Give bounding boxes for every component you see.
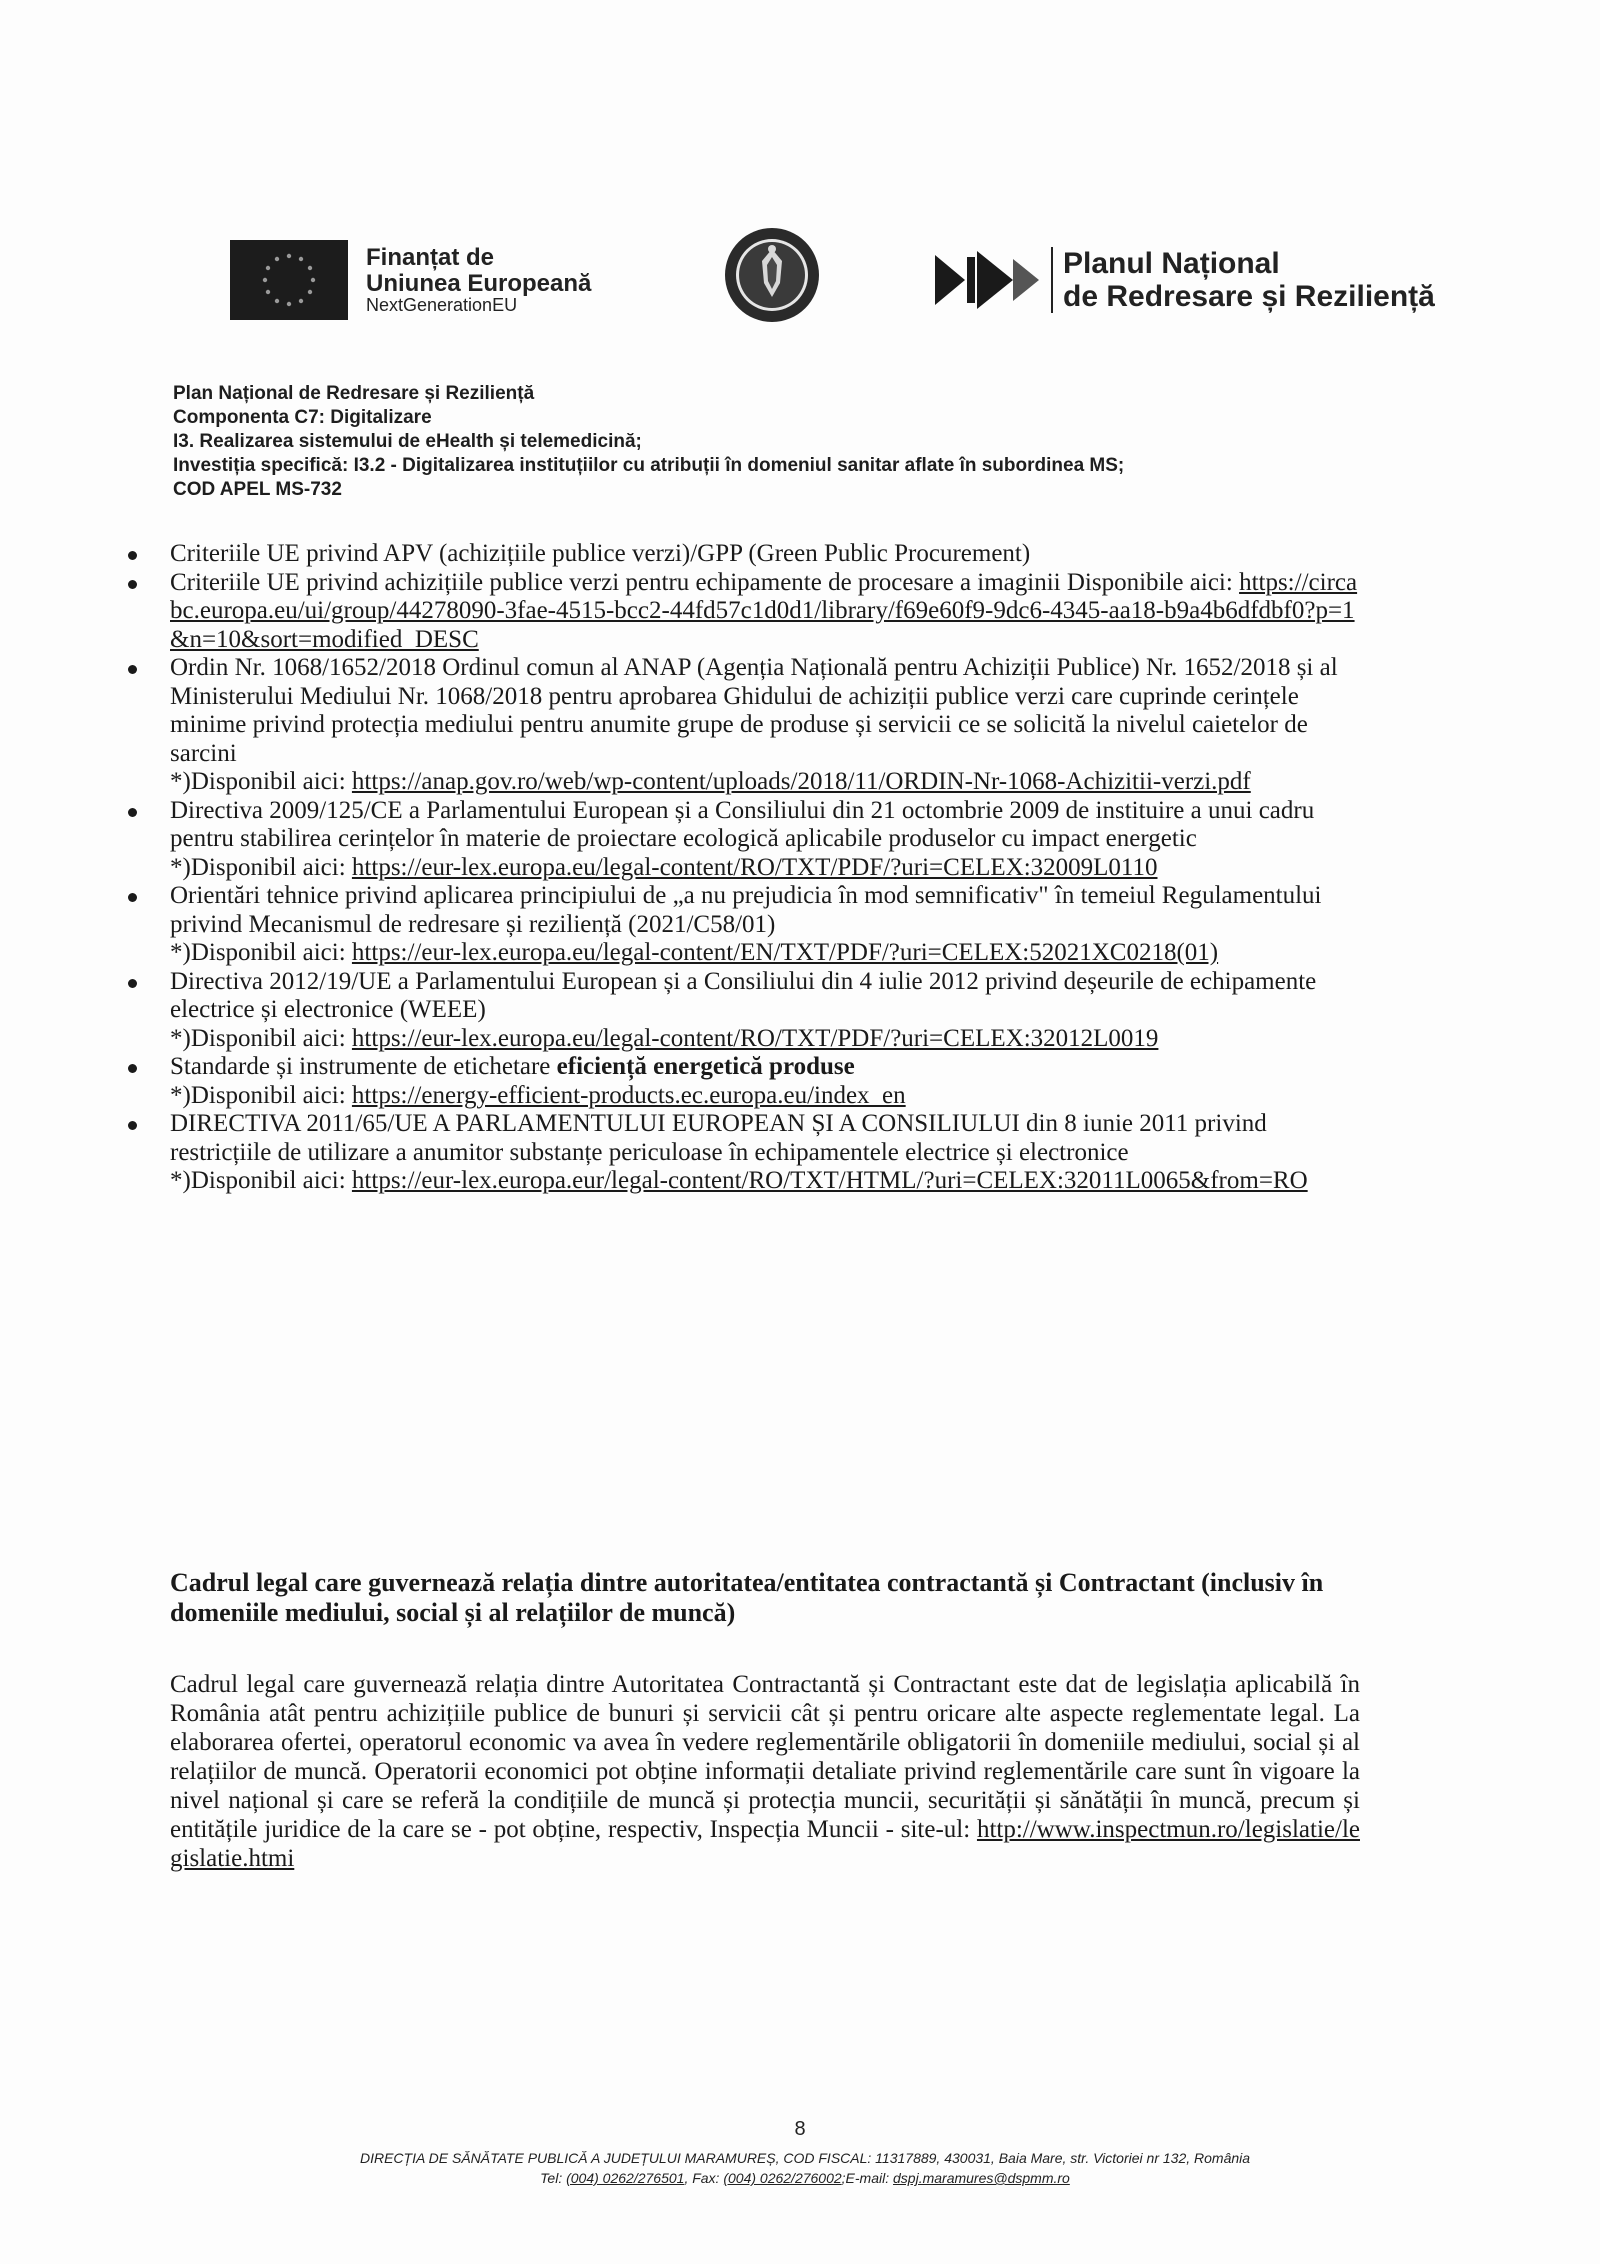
project-line3: I3. Realizarea sistemului de eHealth și telemedicină; bbox=[173, 431, 642, 452]
reference-link[interactable]: https://eur-lex.europa.eur/legal-content/RO/TXT/HTML/?uri=CELEX:32011L0065&from=RO bbox=[351, 1167, 1308, 1194]
references-list bbox=[170, 540, 1360, 1196]
availability-label: *)Disponibil aici: bbox=[170, 1081, 352, 1109]
footer-tel: (004) 0262/276501 bbox=[566, 2170, 685, 2186]
list-item bbox=[170, 540, 1360, 569]
pnrr-logo bbox=[935, 247, 1435, 313]
eu-flag-icon bbox=[230, 240, 348, 320]
list-item bbox=[170, 968, 1360, 1054]
reference-link[interactable]: https://eur-lex.europa.eu/legal-content/EN/TXT/PDF/?uri=CELEX:52021XC0218(01) bbox=[351, 939, 1219, 966]
eu-line2: Uniunea Europeană bbox=[366, 269, 592, 297]
list-item-text: Criteriile UE privind achizițiile publice verzi pentru echipamente de procesare a imaginii Disponibile aici: bbox=[170, 568, 1240, 596]
list-item-text: Directiva 2009/125/CE a Parlamentului European și a Consiliului din 21 octombrie 2009 de instituire a unui cadru pentru stabilirea cerințelor în materie de proiectare ecologică aplicabile produselor cu impact energetic bbox=[170, 796, 1315, 852]
romanian-government-seal-icon bbox=[722, 225, 822, 325]
availability-line bbox=[170, 854, 1360, 883]
footer-fax: (004) 0262/276002 bbox=[723, 2170, 842, 2186]
availability-label: *)Disponibil aici: bbox=[170, 853, 352, 881]
pnrr-text bbox=[1051, 247, 1435, 313]
bullet-icon bbox=[128, 1121, 137, 1130]
page-footer bbox=[240, 2148, 1370, 2188]
availability-label: *)Disponibil aici: bbox=[170, 1024, 352, 1052]
project-header bbox=[173, 382, 1124, 502]
footer-email-label: ;E-mail: bbox=[841, 2170, 894, 2186]
footer-tel-label: Tel: bbox=[540, 2170, 567, 2186]
list-item bbox=[170, 569, 1360, 655]
section-body-text: Cadrul legal care guvernează relația dintre Autoritatea Contractantă și Contractant este dat de legislația aplicabilă în România atât pentru achizițiile publice de bunuri și servicii cât și pentru oricare alte aspecte reglementate legal. La elaborarea ofertei, operatorul economic va avea în vedere reglementările obligatorii în domeniile mediului, social și al relațiilor de muncă. Operatorii economici pot obține informații detaliate privind reglementările care sunt în vigoare la nivel național și care se referă la condițiile de muncă și protecția muncii, securității și sănătății în muncă, precum și entitățile juridice de la care se - pot obține, respectiv, Inspecția Muncii - site-ul: bbox=[170, 1671, 1360, 1843]
list-item-text: Standarde și instrumente de etichetare bbox=[170, 1053, 557, 1080]
footer-fax-label: , Fax: bbox=[684, 2170, 724, 2186]
reference-link[interactable]: https://anap.gov.ro/web/wp-content/uploads/2018/11/ORDIN-Nr-1068-Achizitii-verzi.pdf bbox=[351, 768, 1251, 795]
footer-email[interactable]: dspj.maramures@dspmm.ro bbox=[893, 2170, 1070, 2186]
section-title: Cadrul legal care guvernează relația dintre autoritatea/entitatea contractantă și Contractant (inclusiv în domeniile mediului, social și al relațiilor de muncă) bbox=[170, 1568, 1324, 1627]
eu-funding-text bbox=[366, 245, 591, 314]
project-line5: COD APEL MS-732 bbox=[173, 479, 342, 500]
bullet-icon bbox=[128, 979, 137, 988]
availability-line bbox=[170, 939, 1360, 968]
availability-label: *)Disponibil aici: bbox=[170, 939, 352, 966]
list-item-text: Directiva 2012/19/UE a Parlamentului European și a Consiliului din 4 iulie 2012 privind deșeurile de echipamente electrice și electronice (WEEE) bbox=[170, 967, 1317, 1023]
list-item-text: DIRECTIVA 2011/65/UE A PARLAMENTULUI EUROPEAN ȘI A CONSILIULUI din 8 iunie 2011 privind restricțiile de utilizare a anumitor substanțe periculoase în echipamentele electrice și electronice bbox=[170, 1110, 1267, 1166]
availability-label: *)Disponibil aici: bbox=[170, 1167, 352, 1194]
list-item bbox=[170, 1053, 1360, 1110]
bullet-icon bbox=[128, 551, 137, 560]
list-item bbox=[170, 654, 1360, 797]
pnrr-line1: Planul Național bbox=[1063, 247, 1280, 280]
list-item bbox=[170, 1110, 1360, 1196]
availability-line bbox=[170, 768, 1360, 797]
references-list-container bbox=[170, 540, 1360, 1196]
reference-link[interactable]: https://eur-lex.europa.eu/legal-content/RO/TXT/PDF/?uri=CELEX:32012L0019 bbox=[351, 1024, 1159, 1052]
footer-contact bbox=[240, 2168, 1370, 2188]
bullet-icon bbox=[128, 893, 137, 902]
bullet-icon bbox=[128, 1064, 137, 1073]
reference-link[interactable]: https://energy-efficient-products.ec.europa.eu/index_en bbox=[351, 1081, 906, 1109]
reference-link[interactable]: https://circabc.europa.eu/ui/group/44278090-3fae-4515-bcc2-44fd57c1d0d1/library/f69e60f9-9dc6-4345-aa18-b9a4b6dfdbf0?p=1&n=10&sort=modified_DESC bbox=[170, 568, 1358, 653]
list-item-bold-text: eficiență energetică produse bbox=[556, 1053, 855, 1080]
availability-line bbox=[170, 1167, 1360, 1196]
page-number: 8 bbox=[794, 2118, 806, 2140]
project-line2: Componenta C7: Digitalizare bbox=[173, 407, 432, 428]
availability-line bbox=[170, 1025, 1360, 1054]
list-item-text: Orientări tehnice privind aplicarea principiului de „a nu prejudicia în mod semnificativ" în temeiul Regulamentului privind Mecanismul de redresare și reziliență (2021/C58/01) bbox=[170, 882, 1322, 938]
eu-funding-logo bbox=[230, 240, 591, 320]
availability-line bbox=[170, 1082, 1360, 1111]
availability-label: *)Disponibil aici: bbox=[170, 768, 352, 795]
project-line1: Plan Național de Redresare și Reziliență bbox=[173, 383, 535, 404]
reference-link[interactable]: https://eur-lex.europa.eu/legal-content/RO/TXT/PDF/?uri=CELEX:32009L0110 bbox=[351, 853, 1158, 881]
footer-address: DIRECȚIA DE SĂNĂTATE PUBLICĂ A JUDEȚULUI MARAMUREȘ, COD FISCAL: 11317889, 430031, Baia Mare, str. Victoriei nr 132, România bbox=[359, 2150, 1251, 2166]
list-item-text: Ordin Nr. 1068/1652/2018 Ordinul comun al ANAP (Agenția Națională pentru Achiziții Publice) Nr. 1652/2018 și al Ministerului Mediului Nr. 1068/2018 pentru aprobarea Ghidului de achiziții publice verzi care cuprinde cerințele minime privind protecția mediului pentru anumite grupe de produse și servicii ce se solicită la nivelul caietelor de sarcini bbox=[170, 654, 1338, 767]
bullet-icon bbox=[128, 580, 137, 589]
header-logos bbox=[230, 225, 1450, 335]
pnrr-arrows-icon bbox=[935, 247, 1045, 313]
eu-line3: NextGenerationEU bbox=[366, 294, 518, 315]
pnrr-line2: de Redresare și Reziliență bbox=[1063, 280, 1435, 313]
project-line4: Investiția specifică: I3.2 - Digitalizarea instituțiilor cu atribuții în domeniul sanitar aflate în subordinea MS; bbox=[173, 455, 1125, 476]
list-item bbox=[170, 797, 1360, 883]
bullet-icon bbox=[128, 808, 137, 817]
section-body bbox=[170, 1670, 1360, 1873]
list-item bbox=[170, 882, 1360, 968]
list-item-text: Criteriile UE privind APV (achizițiile publice verzi)/GPP (Green Public Procurement) bbox=[170, 540, 1031, 567]
bullet-icon bbox=[128, 665, 137, 674]
eu-line1: Finanțat de bbox=[366, 244, 495, 272]
inspectia-muncii-link[interactable]: http://www.inspectmun.ro/legislatie/legislatie.htmi bbox=[170, 1816, 1360, 1872]
